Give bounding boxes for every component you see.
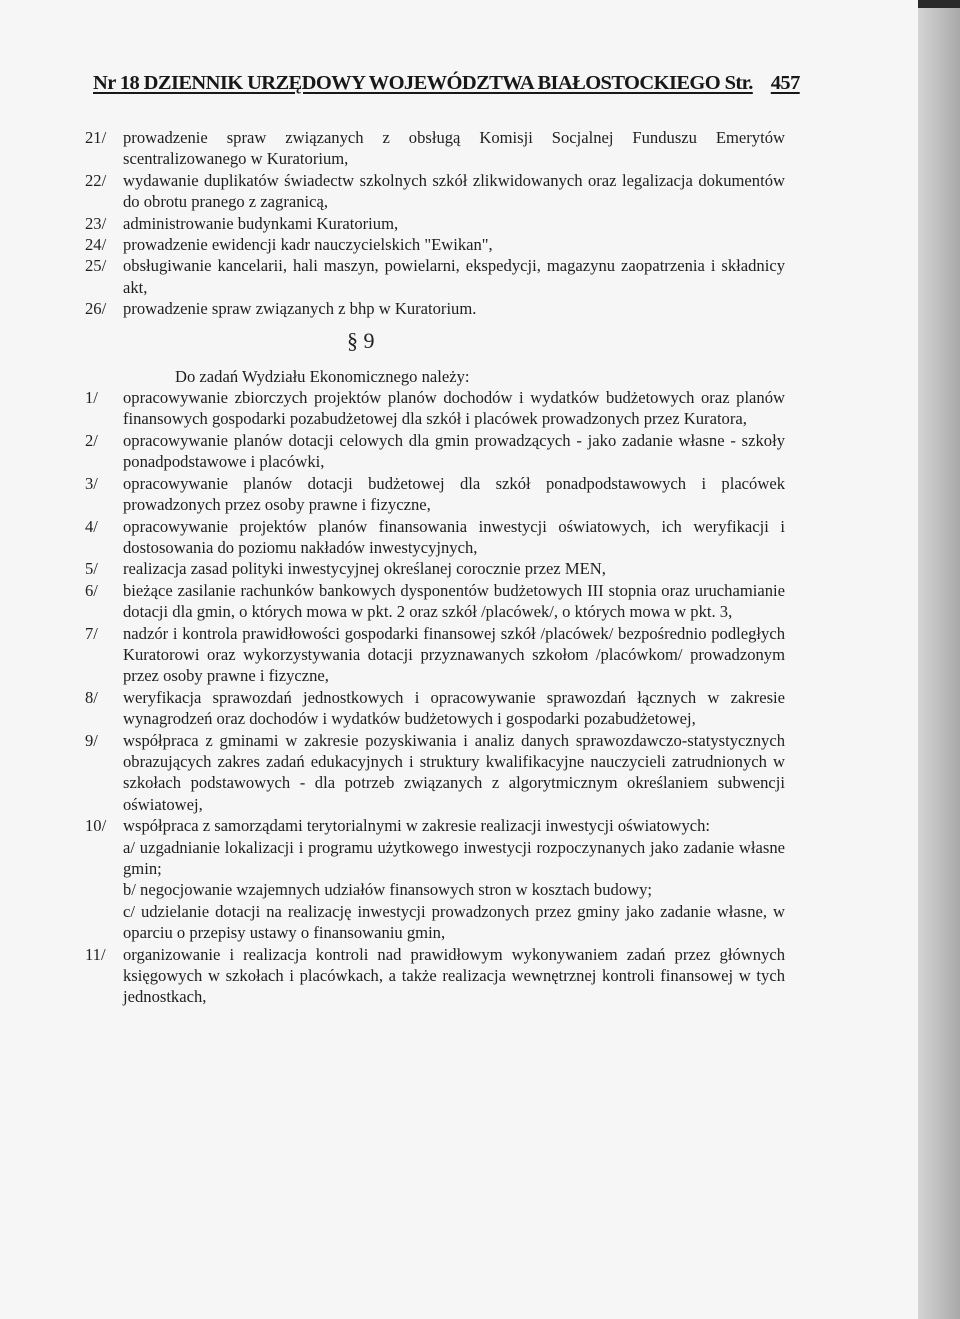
item-number: 9/ (85, 730, 98, 750)
item-number: 7/ (85, 623, 98, 643)
item-text: weryfikacja sprawozdań jednostkowych i opracowywanie sprawozdań łącznych w zakresie wynagrodzeń oraz dochodów i wydatków budżetowych i gospodarki pozabudżetowej, (123, 687, 785, 729)
item-text: prowadzenie spraw związanych z bhp w Kuratorium. (123, 299, 477, 319)
item-number: 8/ (85, 687, 98, 707)
item-number: 6/ (85, 580, 98, 600)
item-text: a/ uzgadnianie lokalizacji i programu użytkowego inwestycji rozpoczynanych jako zadanie własne gmin; (123, 837, 785, 878)
section-heading: § 9 (347, 327, 375, 353)
item-text: współpraca z gminami w zakresie pozyskiwania i analiz danych sprawozdawczo-statystycznych obrazujących zakres zadań edukacyjnych i struktury kwalifikacyjne nauczycieli zatrudnionych w szkołach podstawowych - dla potrzeb związanych z algorytmicznym określaniem subwencji oświatowej, (123, 730, 785, 814)
section-intro: Do zadań Wydziału Ekonomicznego należy: (175, 366, 470, 386)
page-edge-corner (918, 0, 960, 8)
item-text: opracowywanie zbiorczych projektów planów dochodów i wydatków budżetowych oraz planów finansowych gospodarki pozabudżetowej dla szkół i placówek prowadzonych przez Kuratora, (123, 388, 785, 429)
item-text: opracowywanie projektów planów finansowania inwestycji oświatowych, ich weryfikacji i dostosowania do poziomu nakładów inwestycyjnych, (123, 516, 785, 557)
item-text: wydawanie duplikatów świadectw szkolnych szkół zlikwidowanych oraz legalizacja dokumentów do obrotu pranego z zagranicą, (123, 170, 785, 212)
item-text: c/ udzielanie dotacji na realizację inwestycji prowadzonych przez gminy jako zadanie własne, w oparciu o przepisy ustawy o finansowaniu gmin, (123, 901, 785, 943)
list-item (85, 430, 785, 473)
item-number: 22/ (85, 170, 107, 190)
sub-list-item (85, 837, 785, 880)
list-item (85, 473, 785, 516)
item-number: 3/ (85, 473, 98, 493)
item-text: administrowanie budynkami Kuratorium, (123, 213, 399, 233)
list-item (85, 234, 785, 255)
item-number: 4/ (85, 516, 98, 536)
item-number: 26/ (85, 299, 107, 319)
item-number: 11/ (85, 944, 106, 964)
page-header (93, 72, 800, 95)
item-number: 2/ (85, 430, 98, 450)
item-number: 1/ (85, 388, 98, 408)
item-text: realizacja zasad polityki inwestycyjnej określanej corocznie przez MEN, (123, 559, 606, 579)
item-number (85, 901, 123, 944)
header-title: Nr 18 DZIENNIK URZĘDOWY WOJEWÓDZTWA BIAŁOSTOCKIEGO Str. (93, 72, 753, 94)
item-text: nadzór i kontrola prawidłowości gospodarki finansowej szkół /placówek/ bezpośrednio podległych Kuratorowi oraz wykorzystywania dotacji przyznawanych szkołom /placówkom/ prowadzonym przez osoby prawne i fizyczne, (123, 623, 785, 686)
list-item (85, 580, 785, 623)
item-text: prowadzenie spraw związanych z obsługą Komisji Socjalnej Funduszu Emerytów scentralizowanego w Kuratorium, (123, 128, 785, 169)
sub-list-item (85, 901, 785, 944)
list-section-b (85, 387, 785, 1008)
list-item (85, 255, 785, 298)
item-number: 23/ (85, 213, 107, 233)
item-text: opracowywanie planów dotacji budżetowej dla szkół ponadpodstawowych i placówek prowadzonych przez osoby prawne i fizyczne, (123, 473, 785, 515)
item-number (85, 837, 123, 880)
item-text: b/ negocjowanie wzajemnych udziałów finansowych stron w kosztach budowy; (123, 880, 653, 900)
item-text: organizowanie i realizacja kontroli nad prawidłowym wykonywaniem zadań przez głównych księgowych w szkołach i placówkach, a także realizacja wewnętrznej kontroli finansowej w tych jednostkach, (123, 944, 785, 1007)
list-item (85, 558, 785, 579)
list-item (85, 127, 785, 170)
list-item (85, 687, 785, 730)
item-number: 5/ (85, 559, 98, 579)
item-text: prowadzenie ewidencji kadr nauczycielskich "Ewikan", (123, 235, 493, 255)
item-text: opracowywanie planów dotacji celowych dla gmin prowadzących - jako zadanie własne - szkoły ponadpodstawowe i placówki, (123, 430, 785, 472)
page-edge-shadow (918, 0, 960, 1319)
list-item (85, 213, 785, 234)
list-item (85, 516, 785, 559)
item-number: 10/ (85, 816, 107, 836)
item-text: obsługiwanie kancelarii, hali maszyn, powielarni, ekspedycji, magazynu zaopatrzenia i składnicy akt, (123, 256, 785, 297)
list-item (85, 170, 785, 213)
item-number: 25/ (85, 256, 107, 276)
list-item (85, 730, 785, 816)
item-number: 24/ (85, 235, 107, 255)
document-body (85, 127, 785, 1008)
list-item (85, 815, 785, 836)
item-text: współpraca z samorządami terytorialnymi w zakresie realizacji inwestycji oświatowych: (123, 816, 711, 836)
page-number: 457 (770, 72, 800, 94)
item-text: bieżące zasilanie rachunków bankowych dysponentów budżetowych III stopnia oraz uruchamianie dotacji dla gmin, o których mowa w pkt. 2 oraz szkół /placówek/, o których mowa w pkt. 3, (123, 580, 785, 622)
item-number: 21/ (85, 128, 107, 147)
list-item (85, 298, 785, 319)
sub-list-item (85, 879, 785, 900)
item-number (85, 879, 123, 900)
list-item (85, 623, 785, 687)
list-item (85, 944, 785, 1008)
list-item (85, 387, 785, 430)
list-section-a (85, 127, 785, 320)
